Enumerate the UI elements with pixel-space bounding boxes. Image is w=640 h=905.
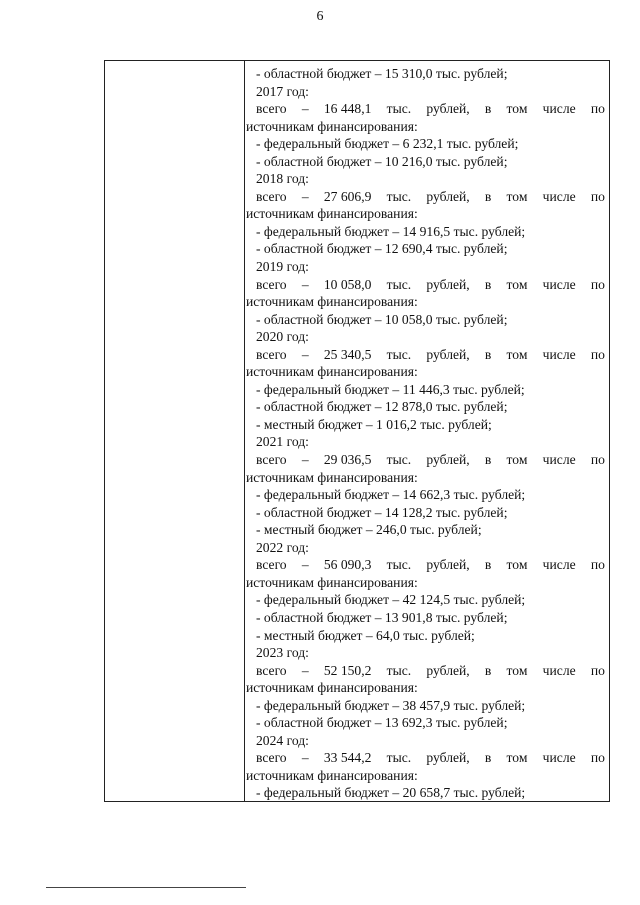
year-heading: 2023 год: <box>256 645 309 661</box>
total-word: всего <box>256 452 287 468</box>
total-word: рублей, <box>426 750 470 766</box>
total-word: рублей, <box>426 662 470 678</box>
total-line <box>246 749 605 767</box>
year-heading: 2022 год: <box>256 539 309 555</box>
sources-line: источникам финансирования: <box>246 469 418 485</box>
total-word: в <box>484 557 492 573</box>
total-word: том <box>506 662 528 678</box>
sources-line: источникам финансирования: <box>246 364 418 380</box>
total-word: по <box>590 452 605 468</box>
total-word: числе <box>542 662 576 678</box>
total-word: тыс. <box>386 101 412 117</box>
total-word: 27 606,9 <box>323 188 372 204</box>
year-heading: 2019 год: <box>256 259 309 275</box>
total-word: – <box>301 276 309 292</box>
budget-item: - федеральный бюджет – 6 232,1 тыс. рублей; <box>256 136 519 152</box>
total-word: всего <box>256 346 287 362</box>
total-word: тыс. <box>386 662 412 678</box>
year-heading: 2018 год: <box>256 171 309 187</box>
total-word: 16 448,1 <box>323 101 372 117</box>
total-word: по <box>590 557 605 573</box>
total-word: рублей, <box>426 557 470 573</box>
year-heading: 2021 год: <box>256 434 309 450</box>
total-word: рублей, <box>426 452 470 468</box>
footnote-rule <box>46 887 246 888</box>
budget-item: - областной бюджет – 14 128,2 тыс. рублей; <box>256 504 508 520</box>
total-word: в <box>484 276 492 292</box>
total-line <box>246 662 605 680</box>
total-word: тыс. <box>386 188 412 204</box>
total-word: числе <box>542 557 576 573</box>
total-word: по <box>590 188 605 204</box>
total-word: – <box>301 750 309 766</box>
total-word: в <box>484 101 492 117</box>
total-line <box>246 556 605 574</box>
total-word: – <box>301 101 309 117</box>
total-word: рублей, <box>426 101 470 117</box>
total-word: в <box>484 662 492 678</box>
total-word: тыс. <box>386 750 412 766</box>
total-word: всего <box>256 188 287 204</box>
total-word: в <box>484 188 492 204</box>
total-word: всего <box>256 662 287 678</box>
total-word: всего <box>256 750 287 766</box>
total-word: – <box>301 346 309 362</box>
total-word: тыс. <box>386 452 412 468</box>
total-word: по <box>590 662 605 678</box>
total-word: по <box>590 750 605 766</box>
total-line <box>246 276 605 294</box>
sources-line: источникам финансирования: <box>246 767 418 783</box>
budget-item: - областной бюджет – 13 901,8 тыс. рублей; <box>256 609 508 625</box>
budget-item: - федеральный бюджет – 42 124,5 тыс. рублей; <box>256 592 526 608</box>
total-word: всего <box>256 557 287 573</box>
budget-item: - местный бюджет – 64,0 тыс. рублей; <box>256 627 475 643</box>
total-word: 52 150,2 <box>323 662 372 678</box>
page-number: 6 <box>316 9 324 24</box>
total-word: рублей, <box>426 188 470 204</box>
budget-item: - областной бюджет – 12 690,4 тыс. рублей; <box>256 241 508 257</box>
total-word: – <box>301 188 309 204</box>
total-word: числе <box>542 452 576 468</box>
budget-item: - федеральный бюджет – 14 662,3 тыс. рублей; <box>256 487 526 503</box>
year-heading: 2017 год: <box>256 83 309 99</box>
total-word: том <box>506 276 528 292</box>
total-word: том <box>506 557 528 573</box>
total-word: тыс. <box>386 276 412 292</box>
sources-line: источникам финансирования: <box>246 118 418 134</box>
financing-text <box>246 65 605 802</box>
budget-item: - федеральный бюджет – 38 457,9 тыс. рублей; <box>256 697 526 713</box>
total-word: числе <box>542 101 576 117</box>
total-word: тыс. <box>386 346 412 362</box>
total-word: числе <box>542 276 576 292</box>
budget-item: - областной бюджет – 15 310,0 тыс. рублей; <box>256 66 508 81</box>
total-word: 33 544,2 <box>323 750 372 766</box>
total-word: всего <box>256 101 287 117</box>
total-word: 10 058,0 <box>323 276 372 292</box>
budget-item: - областной бюджет – 12 878,0 тыс. рублей; <box>256 399 508 415</box>
total-line <box>246 346 605 364</box>
total-word: всего <box>256 276 287 292</box>
financing-table <box>104 60 610 802</box>
budget-item: - федеральный бюджет – 11 446,3 тыс. рублей; <box>256 381 525 397</box>
total-word: 56 090,3 <box>323 557 372 573</box>
budget-item: - федеральный бюджет – 20 658,7 тыс. рублей; <box>256 785 526 801</box>
total-word: числе <box>542 346 576 362</box>
total-word: – <box>301 557 309 573</box>
budget-item: - местный бюджет – 1 016,2 тыс. рублей; <box>256 416 492 432</box>
budget-item: - областной бюджет – 10 058,0 тыс. рублей; <box>256 311 508 327</box>
budget-item: - областной бюджет – 13 692,3 тыс. рублей; <box>256 715 508 731</box>
sources-line: источникам финансирования: <box>246 206 418 222</box>
budget-item: - федеральный бюджет – 14 916,5 тыс. рублей; <box>256 223 526 239</box>
budget-item: - местный бюджет – 246,0 тыс. рублей; <box>256 522 482 538</box>
total-word: рублей, <box>426 346 470 362</box>
total-line <box>246 188 605 206</box>
total-word: 29 036,5 <box>323 452 372 468</box>
total-word: числе <box>542 188 576 204</box>
total-word: в <box>484 452 492 468</box>
year-heading: 2020 год: <box>256 329 309 345</box>
total-word: том <box>506 346 528 362</box>
sources-line: источникам финансирования: <box>246 294 418 310</box>
total-line <box>246 451 605 469</box>
total-word: 25 340,5 <box>323 346 372 362</box>
total-word: числе <box>542 750 576 766</box>
total-word: по <box>590 276 605 292</box>
total-line <box>246 100 605 118</box>
budget-item: - областной бюджет – 10 216,0 тыс. рублей; <box>256 153 508 169</box>
total-word: том <box>506 188 528 204</box>
total-word: тыс. <box>386 557 412 573</box>
sources-line: источникам финансирования: <box>246 680 418 696</box>
column-divider <box>244 61 245 801</box>
sources-line: источникам финансирования: <box>246 574 418 590</box>
total-word: том <box>506 452 528 468</box>
total-word: том <box>506 750 528 766</box>
total-word: в <box>484 346 492 362</box>
total-word: рублей, <box>426 276 470 292</box>
year-heading: 2024 год: <box>256 732 309 748</box>
total-word: том <box>506 101 528 117</box>
total-word: по <box>590 346 605 362</box>
total-word: в <box>484 750 492 766</box>
total-word: – <box>301 662 309 678</box>
total-word: по <box>590 101 605 117</box>
total-word: – <box>301 452 309 468</box>
